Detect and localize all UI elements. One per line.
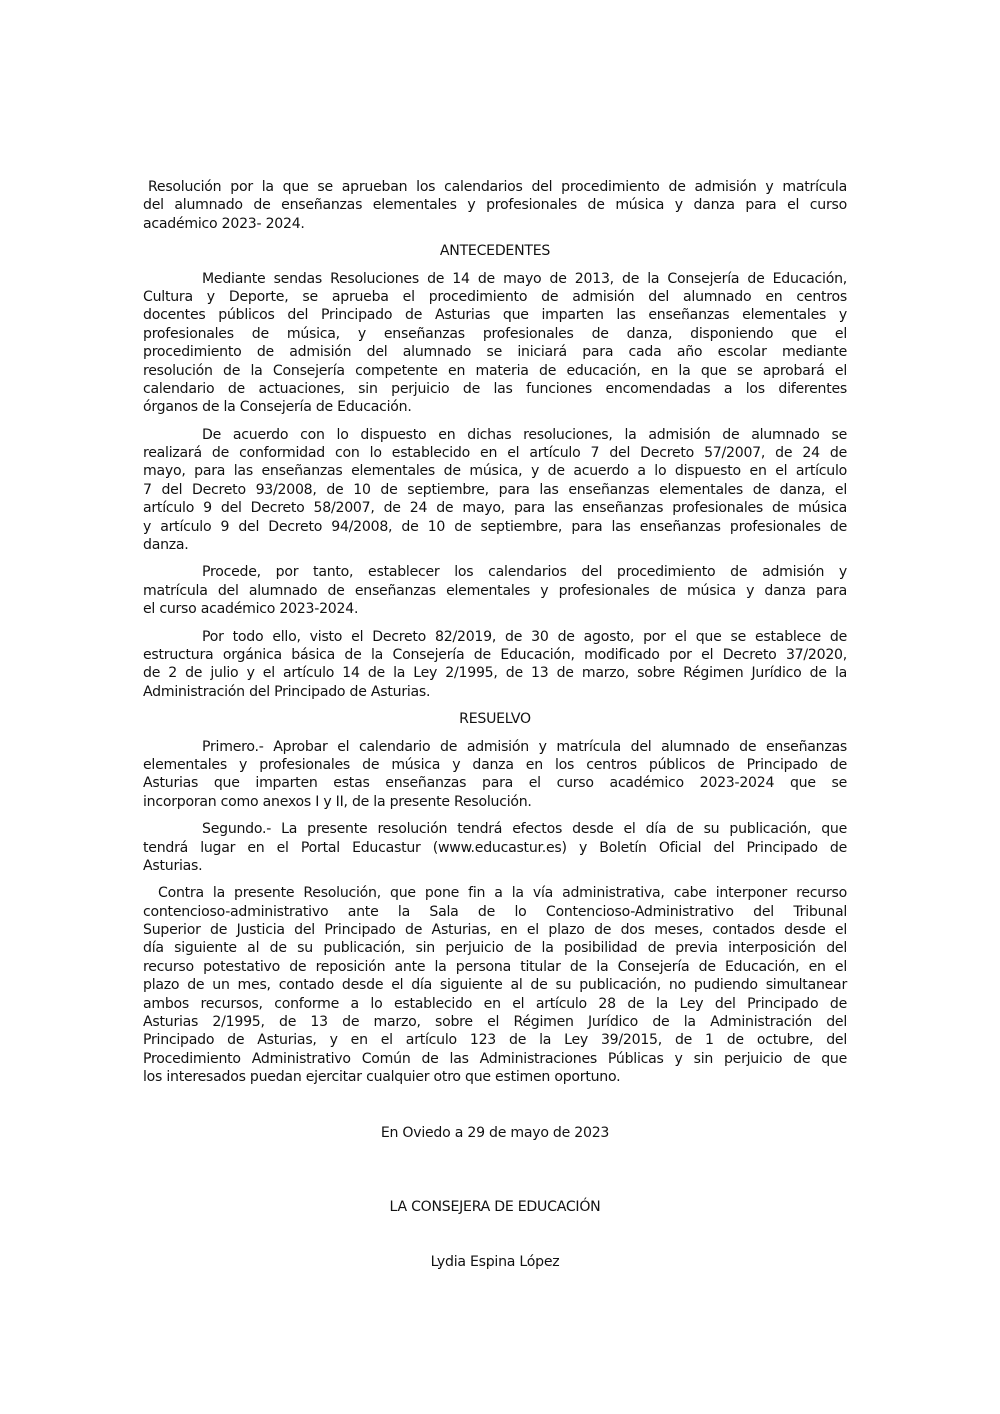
paragraph-line: contencioso-administrativo ante la Sala de lo Contencioso-Administrativo del Tribunal <box>143 903 847 920</box>
paragraph-line: estructura orgánica básica de la Consejería de Educación, modificado por el Decreto 37/2020, <box>143 646 847 663</box>
paragraph-line: Principado de Asturias, y en el artículo 123 de la Ley 39/2015, de 1 de octubre, del <box>143 1032 847 1049</box>
paragraph-line: Mediante sendas Resoluciones de 14 de mayo de 2013, de la Consejería de Educación, <box>202 270 847 287</box>
paragraph-line: resolución de la Consejería competente en materia de educación, en la que se aprobará el <box>143 362 847 379</box>
paragraph-line: día siguiente al de su publicación, sin perjuicio de la posibilidad de previa interposición del <box>143 940 847 957</box>
title-line: académico 2023- 2024. <box>143 215 305 232</box>
paragraph-line: incorporan como anexos I y II, de la presente Resolución. <box>143 793 532 810</box>
paragraph-line: los interesados puedan ejercitar cualquier otro que estimen oportuno. <box>143 1069 621 1086</box>
antecedentes-paragraph-4 <box>143 628 847 702</box>
document-page <box>143 178 847 1270</box>
resuelvo-segundo <box>143 820 847 875</box>
paragraph-line: procedimiento de admisión del alumnado se iniciará para cada año escolar mediante <box>143 344 847 361</box>
paragraph-line: 7 del Decreto 93/2008, de 10 de septiembre, para las enseñanzas elementales de danza, el <box>143 481 847 498</box>
paragraph-line: De acuerdo con lo dispuesto en dichas resoluciones, la admisión de alumnado se <box>202 426 847 443</box>
resuelvo-heading: RESUELVO <box>459 711 531 728</box>
signer-role: LA CONSEJERA DE EDUCACIÓN <box>389 1199 601 1215</box>
paragraph-line: Primero.- Aprobar el calendario de admisión y matrícula del alumnado de enseñanzas <box>202 738 847 755</box>
paragraph-line: Procedimiento Administrativo Común de las Administraciones Públicas y sin perjuicio de que <box>143 1050 847 1067</box>
paragraph-line: Superior de Justicia del Principado de Asturias, en el plazo de dos meses, contados desde el <box>143 922 847 939</box>
paragraph-line: Asturias 2/1995, de 13 de marzo, sobre el Régimen Jurídico de la Administración del <box>143 1014 847 1031</box>
paragraph-line: ambos recursos, conforme a lo establecido en el artículo 28 de la Ley del Principado de <box>143 995 847 1012</box>
paragraph-line: docentes públicos del Principado de Asturias que imparten las enseñanzas elementales y <box>143 307 847 324</box>
recurso-paragraph <box>143 884 847 1086</box>
paragraph-line: recurso potestativo de reposición ante la persona titular de la Consejería de Educación, en el <box>143 958 847 975</box>
antecedentes-paragraph-1 <box>143 270 847 417</box>
paragraph-line: Asturias. <box>143 857 203 874</box>
paragraph-line: tendrá lugar en el Portal Educastur (www.educastur.es) y Boletín Oficial del Principado de <box>143 839 847 856</box>
resuelvo-primero <box>143 738 847 812</box>
paragraph-line: realizará de conformidad con lo establecido en el artículo 7 del Decreto 57/2007, de 24 de <box>143 445 847 462</box>
paragraph-line: el curso académico 2023-2024. <box>143 601 359 618</box>
resolution-title <box>143 178 847 233</box>
paragraph-line: plazo de un mes, contado desde el día siguiente al de su publicación, no pudiendo simultanear <box>143 977 847 994</box>
antecedentes-paragraph-3 <box>143 563 847 618</box>
paragraph-line: calendario de actuaciones, sin perjuicio de las funciones encomendadas a los diferentes <box>143 380 847 397</box>
place-date: En Oviedo a 29 de mayo de 2023 <box>380 1125 610 1141</box>
paragraph-line: Por todo ello, visto el Decreto 82/2019, de 30 de agosto, por el que se establece de <box>202 628 847 645</box>
paragraph-line: Contra la presente Resolución, que pone fin a la vía administrativa, cabe interponer recurso <box>158 885 847 902</box>
paragraph-line: matrícula del alumnado de enseñanzas elementales y profesionales de música y danza para <box>143 582 847 599</box>
paragraph-line: danza. <box>143 537 189 554</box>
title-line: Resolución por la que se aprueban los calendarios del procedimiento de admisión y matrícula <box>148 179 847 195</box>
antecedentes-paragraph-2 <box>143 426 847 555</box>
paragraph-line: elementales y profesionales de música y danza en los centros públicos de Principado de <box>143 756 847 773</box>
signer-name: Lydia Espina López <box>430 1254 560 1270</box>
paragraph-line: artículo 9 del Decreto 58/2007, de 24 de mayo, para las enseñanzas profesionales de música <box>143 500 847 517</box>
antecedentes-heading: ANTECEDENTES <box>439 243 551 260</box>
paragraph-line: Cultura y Deporte, se aprueba el procedimiento de admisión del alumnado en centros <box>143 288 847 305</box>
paragraph-line: profesionales de música, y enseñanzas profesionales de danza, disponiendo que el <box>143 325 847 342</box>
paragraph-line: Procede, por tanto, establecer los calendarios del procedimiento de admisión y <box>202 564 847 581</box>
paragraph-line: Segundo.- La presente resolución tendrá efectos desde el día de su publicación, que <box>202 821 847 838</box>
paragraph-line: de 2 de julio y el artículo 14 de la Ley 2/1995, de 13 de marzo, sobre Régimen Jurídico de la <box>143 665 847 682</box>
paragraph-line: mayo, para las enseñanzas elementales de música, y de acuerdo a lo dispuesto en el artículo <box>143 463 847 480</box>
paragraph-line: Asturias que imparten estas enseñanzas para el curso académico 2023-2024 que se <box>143 775 847 792</box>
paragraph-line: Administración del Principado de Asturias. <box>143 683 431 700</box>
paragraph-line: órganos de la Consejería de Educación. <box>143 399 412 416</box>
paragraph-line: y artículo 9 del Decreto 94/2008, de 10 de septiembre, para las enseñanzas profesionales de <box>143 518 847 535</box>
title-line: del alumnado de enseñanzas elementales y profesionales de música y danza para el curso <box>143 197 847 214</box>
